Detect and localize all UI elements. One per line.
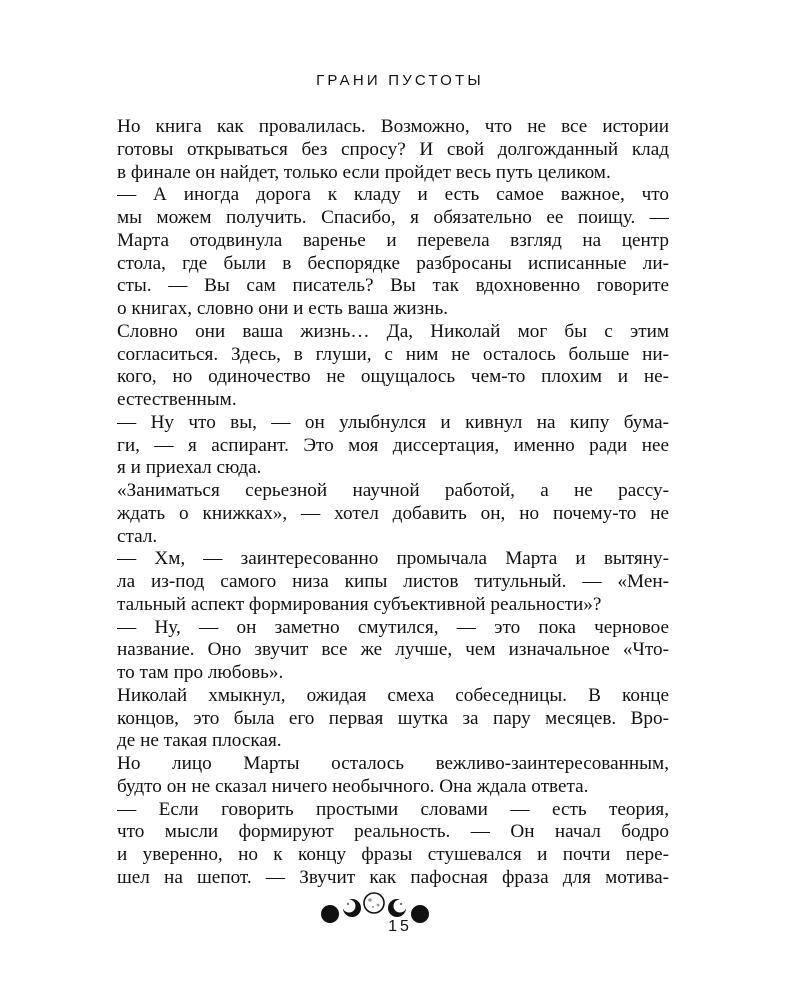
paragraph <box>117 480 669 548</box>
text-line: согласиться. Здесь, в глуши, с ним не осталось больше ни- <box>117 343 669 365</box>
text-line: стал. <box>117 525 158 547</box>
paragraph <box>117 412 669 480</box>
text-line: тальный аспект формирования субъективной реальности»? <box>117 593 602 615</box>
text-line: — Если говорить простыми словами — есть теория, <box>117 798 669 820</box>
text-line: «Заниматься серьезной научной работой, а не рассу- <box>117 480 669 501</box>
running-head: ГРАНИ ПУСТОТЫ <box>316 72 484 89</box>
page-number: 15 <box>388 918 412 935</box>
body-text <box>117 116 669 890</box>
text-line: ждать о книжках», — хотел добавить он, но почему-то не <box>117 502 669 524</box>
text-line: концов, это была его первая шутка за пару месяцев. Вро- <box>117 707 669 729</box>
paragraph <box>117 184 669 321</box>
text-line: мы можем получить. Спасибо, я обязательно ее поищу. — <box>117 207 669 228</box>
text-line: — Ну, — он заметно смутился, — это пока черновое <box>117 616 669 638</box>
text-line: ла из-под самого низа кипы листов титульный. — «Мен- <box>117 571 669 592</box>
paragraph <box>117 617 669 685</box>
text-line: шел на шепот. — Звучит как пафосная фраза для мотива- <box>117 866 669 888</box>
text-line: кого, но одиночество не ощущалось чем-то плохим и не- <box>117 366 669 388</box>
text-line: Но лицо Марты осталось вежливо-заинтересованным, <box>117 753 669 774</box>
text-line: Марта отодвинула варенье и перевела взгляд на центр <box>117 229 669 251</box>
paragraph <box>117 116 669 184</box>
text-line: сты. — Вы сам писатель? Вы так вдохновенно говорите <box>117 275 669 297</box>
text-line: естественным. <box>117 389 237 410</box>
text-line: — Хм, — заинтересованно промычала Марта и вытяну- <box>117 548 669 570</box>
text-line: будто он не сказал ничего необычного. Она ждала ответа. <box>117 775 589 797</box>
text-line: ги, — я аспирант. Это моя диссертация, именно ради нее <box>117 434 669 456</box>
text-line: название. Оно звучит все же лучше, чем изначальное «Что- <box>117 639 669 661</box>
text-line: де не такая плоская. <box>117 730 282 752</box>
moon-full <box>364 893 384 913</box>
text-line: я и приехал сюда. <box>117 457 262 479</box>
paragraph <box>117 685 669 753</box>
text-line: о книгах, словно они и есть ваша жизнь. <box>117 298 448 319</box>
text-line: то там про любовь». <box>117 662 284 683</box>
text-line: в финале он найдет, только если пройдет весь путь целиком. <box>117 161 611 183</box>
text-line: Николай хмыкнул, ожидая смеха собеседницы. В конце <box>117 684 669 706</box>
text-line: и уверенно, но к концу фразы стушевался и почти пере- <box>117 844 669 865</box>
paragraph <box>117 548 669 616</box>
text-line: стола, где были в беспорядке разбросаны исписанные ли- <box>117 252 669 274</box>
moon-crescent-left <box>343 899 362 917</box>
paragraph <box>117 321 669 412</box>
text-line: что мысли формируют реальность. — Он начал бодро <box>117 821 669 843</box>
paragraph <box>117 753 669 799</box>
paragraph <box>117 799 669 890</box>
text-line: Словно они ваша жизнь… Да, Николай мог бы с этим <box>117 320 669 342</box>
text-line: готовы открываться без спросу? И свой долгожданный клад <box>117 138 669 160</box>
text-line: Но книга как провалилась. Возможно, что не все истории <box>117 116 669 137</box>
moon-crescent-right <box>388 899 407 917</box>
text-line: — А иногда дорога к кладу и есть самое важное, что <box>117 184 669 206</box>
text-line: — Ну что вы, — он улыбнулся и кивнул на кипу бума- <box>117 411 669 433</box>
